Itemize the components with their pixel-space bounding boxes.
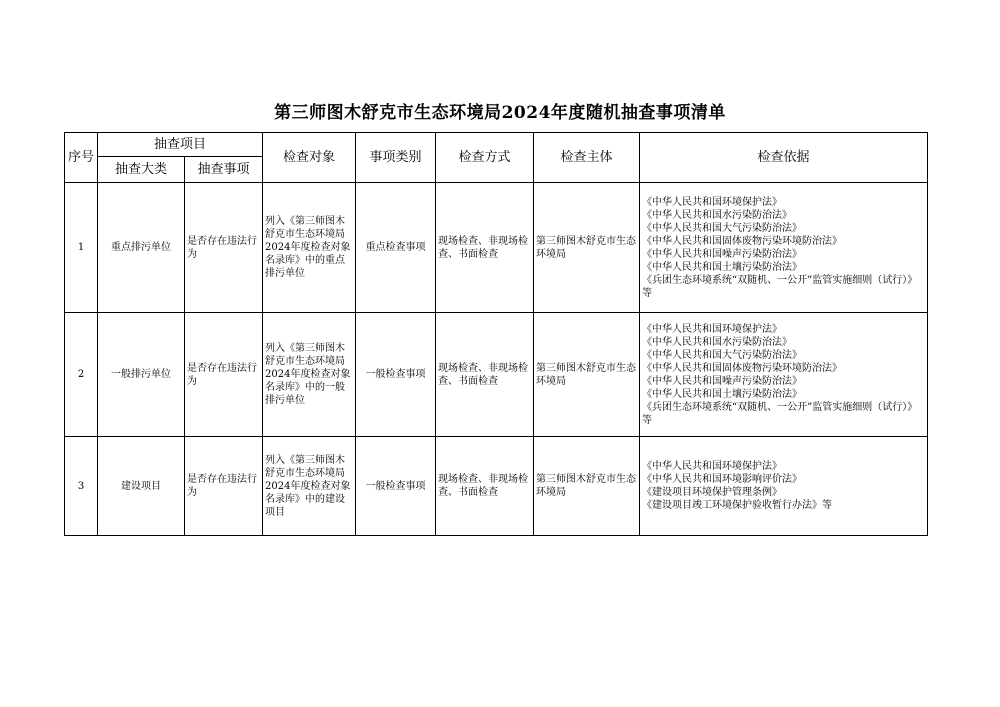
- cell-subject: 第三师图木舒克市生态环境局: [534, 313, 640, 437]
- cell-category: 重点排污单位: [98, 183, 185, 313]
- basis-line: 《中华人民共和国噪声污染防治法》: [642, 375, 803, 387]
- header-inspection-item: 抽查项目: [98, 133, 263, 157]
- cell-seq: 1: [65, 183, 98, 313]
- basis-line: 《中华人民共和国环境保护法》: [642, 461, 783, 472]
- cell-method: 现场检查、非现场检查、书面检查: [436, 183, 534, 313]
- basis-line: 《建设项目环境保护管理条例》: [642, 487, 783, 498]
- cell-target: 列入《第三师图木舒克市生态环境局2024年度检查对象名录库》中的重点排污单位: [263, 183, 356, 313]
- basis-line: 《中华人民共和国土壤污染防治法》: [642, 388, 803, 400]
- cell-seq: 2: [65, 313, 98, 437]
- basis-line: 《中华人民共和国环境保护法》: [642, 323, 783, 335]
- basis-line: 《建设项目竣工环境保护验收暂行办法》等: [642, 500, 833, 511]
- cell-item-type: 一般检查事项: [356, 437, 436, 536]
- header-basis: 检查依据: [640, 133, 928, 183]
- basis-line: 《兵团生态环境系统“双随机、一公开”监管实施细则（试行）》等: [642, 274, 918, 299]
- basis-line: 《中华人民共和国水污染防治法》: [642, 209, 793, 221]
- cell-category: 一般排污单位: [98, 313, 185, 437]
- header-target: 检查对象: [263, 133, 356, 183]
- basis-line: 《中华人民共和国固体废物污染环境防治法》: [642, 362, 843, 374]
- cell-target: 列入《第三师图木舒克市生态环境局2024年度检查对象名录库》中的一般排污单位: [263, 313, 356, 437]
- header-method: 检查方式: [436, 133, 534, 183]
- document-title: 第三师图木舒克市生态环境局2024年度随机抽查事项清单: [274, 103, 726, 123]
- basis-line: 《兵团生态环境系统“双随机、一公开”监管实施细则（试行）》等: [642, 401, 918, 426]
- header-item-type: 事项类别: [356, 133, 436, 183]
- header-row-1: [65, 133, 928, 157]
- header-subject: 检查主体: [534, 133, 640, 183]
- cell-subject: 第三师图木舒克市生态环境局: [534, 183, 640, 313]
- basis-line: 《中华人民共和国噪声污染防治法》: [642, 248, 803, 260]
- table-row: [65, 437, 928, 536]
- table-row: [65, 313, 928, 437]
- basis-line: 《中华人民共和国环境影响评价法》: [642, 474, 803, 485]
- basis-line: 《中华人民共和国环境保护法》: [642, 196, 783, 208]
- cell-subject: 第三师图木舒克市生态环境局: [534, 437, 640, 536]
- header-category: 抽查大类: [98, 157, 185, 183]
- cell-method: 现场检查、非现场检查、书面检查: [436, 313, 534, 437]
- cell-seq: 3: [65, 437, 98, 536]
- cell-matter: 是否存在违法行为: [185, 437, 263, 536]
- cell-target: 列入《第三师图木舒克市生态环境局2024年度检查对象名录库》中的建设项目: [263, 437, 356, 536]
- header-seq: 序号: [65, 133, 98, 183]
- cell-item-type: 一般检查事项: [356, 313, 436, 437]
- basis-line: 《中华人民共和国固体废物污染环境防治法》: [642, 235, 843, 247]
- cell-basis: [640, 437, 928, 536]
- cell-matter: 是否存在违法行为: [185, 313, 263, 437]
- cell-basis: [640, 183, 928, 313]
- header-matter: 抽查事项: [185, 157, 263, 183]
- cell-item-type: 重点检查事项: [356, 183, 436, 313]
- basis-line: 《中华人民共和国土壤污染防治法》: [642, 261, 803, 273]
- table-row: [65, 183, 928, 313]
- cell-matter: 是否存在违法行为: [185, 183, 263, 313]
- cell-category: 建设项目: [98, 437, 185, 536]
- cell-method: 现场检查、非现场检查、书面检查: [436, 437, 534, 536]
- inspection-table: [64, 132, 928, 536]
- basis-line: 《中华人民共和国水污染防治法》: [642, 336, 793, 348]
- basis-line: 《中华人民共和国大气污染防治法》: [642, 349, 803, 361]
- basis-line: 《中华人民共和国大气污染防治法》: [642, 222, 803, 234]
- cell-basis: [640, 313, 928, 437]
